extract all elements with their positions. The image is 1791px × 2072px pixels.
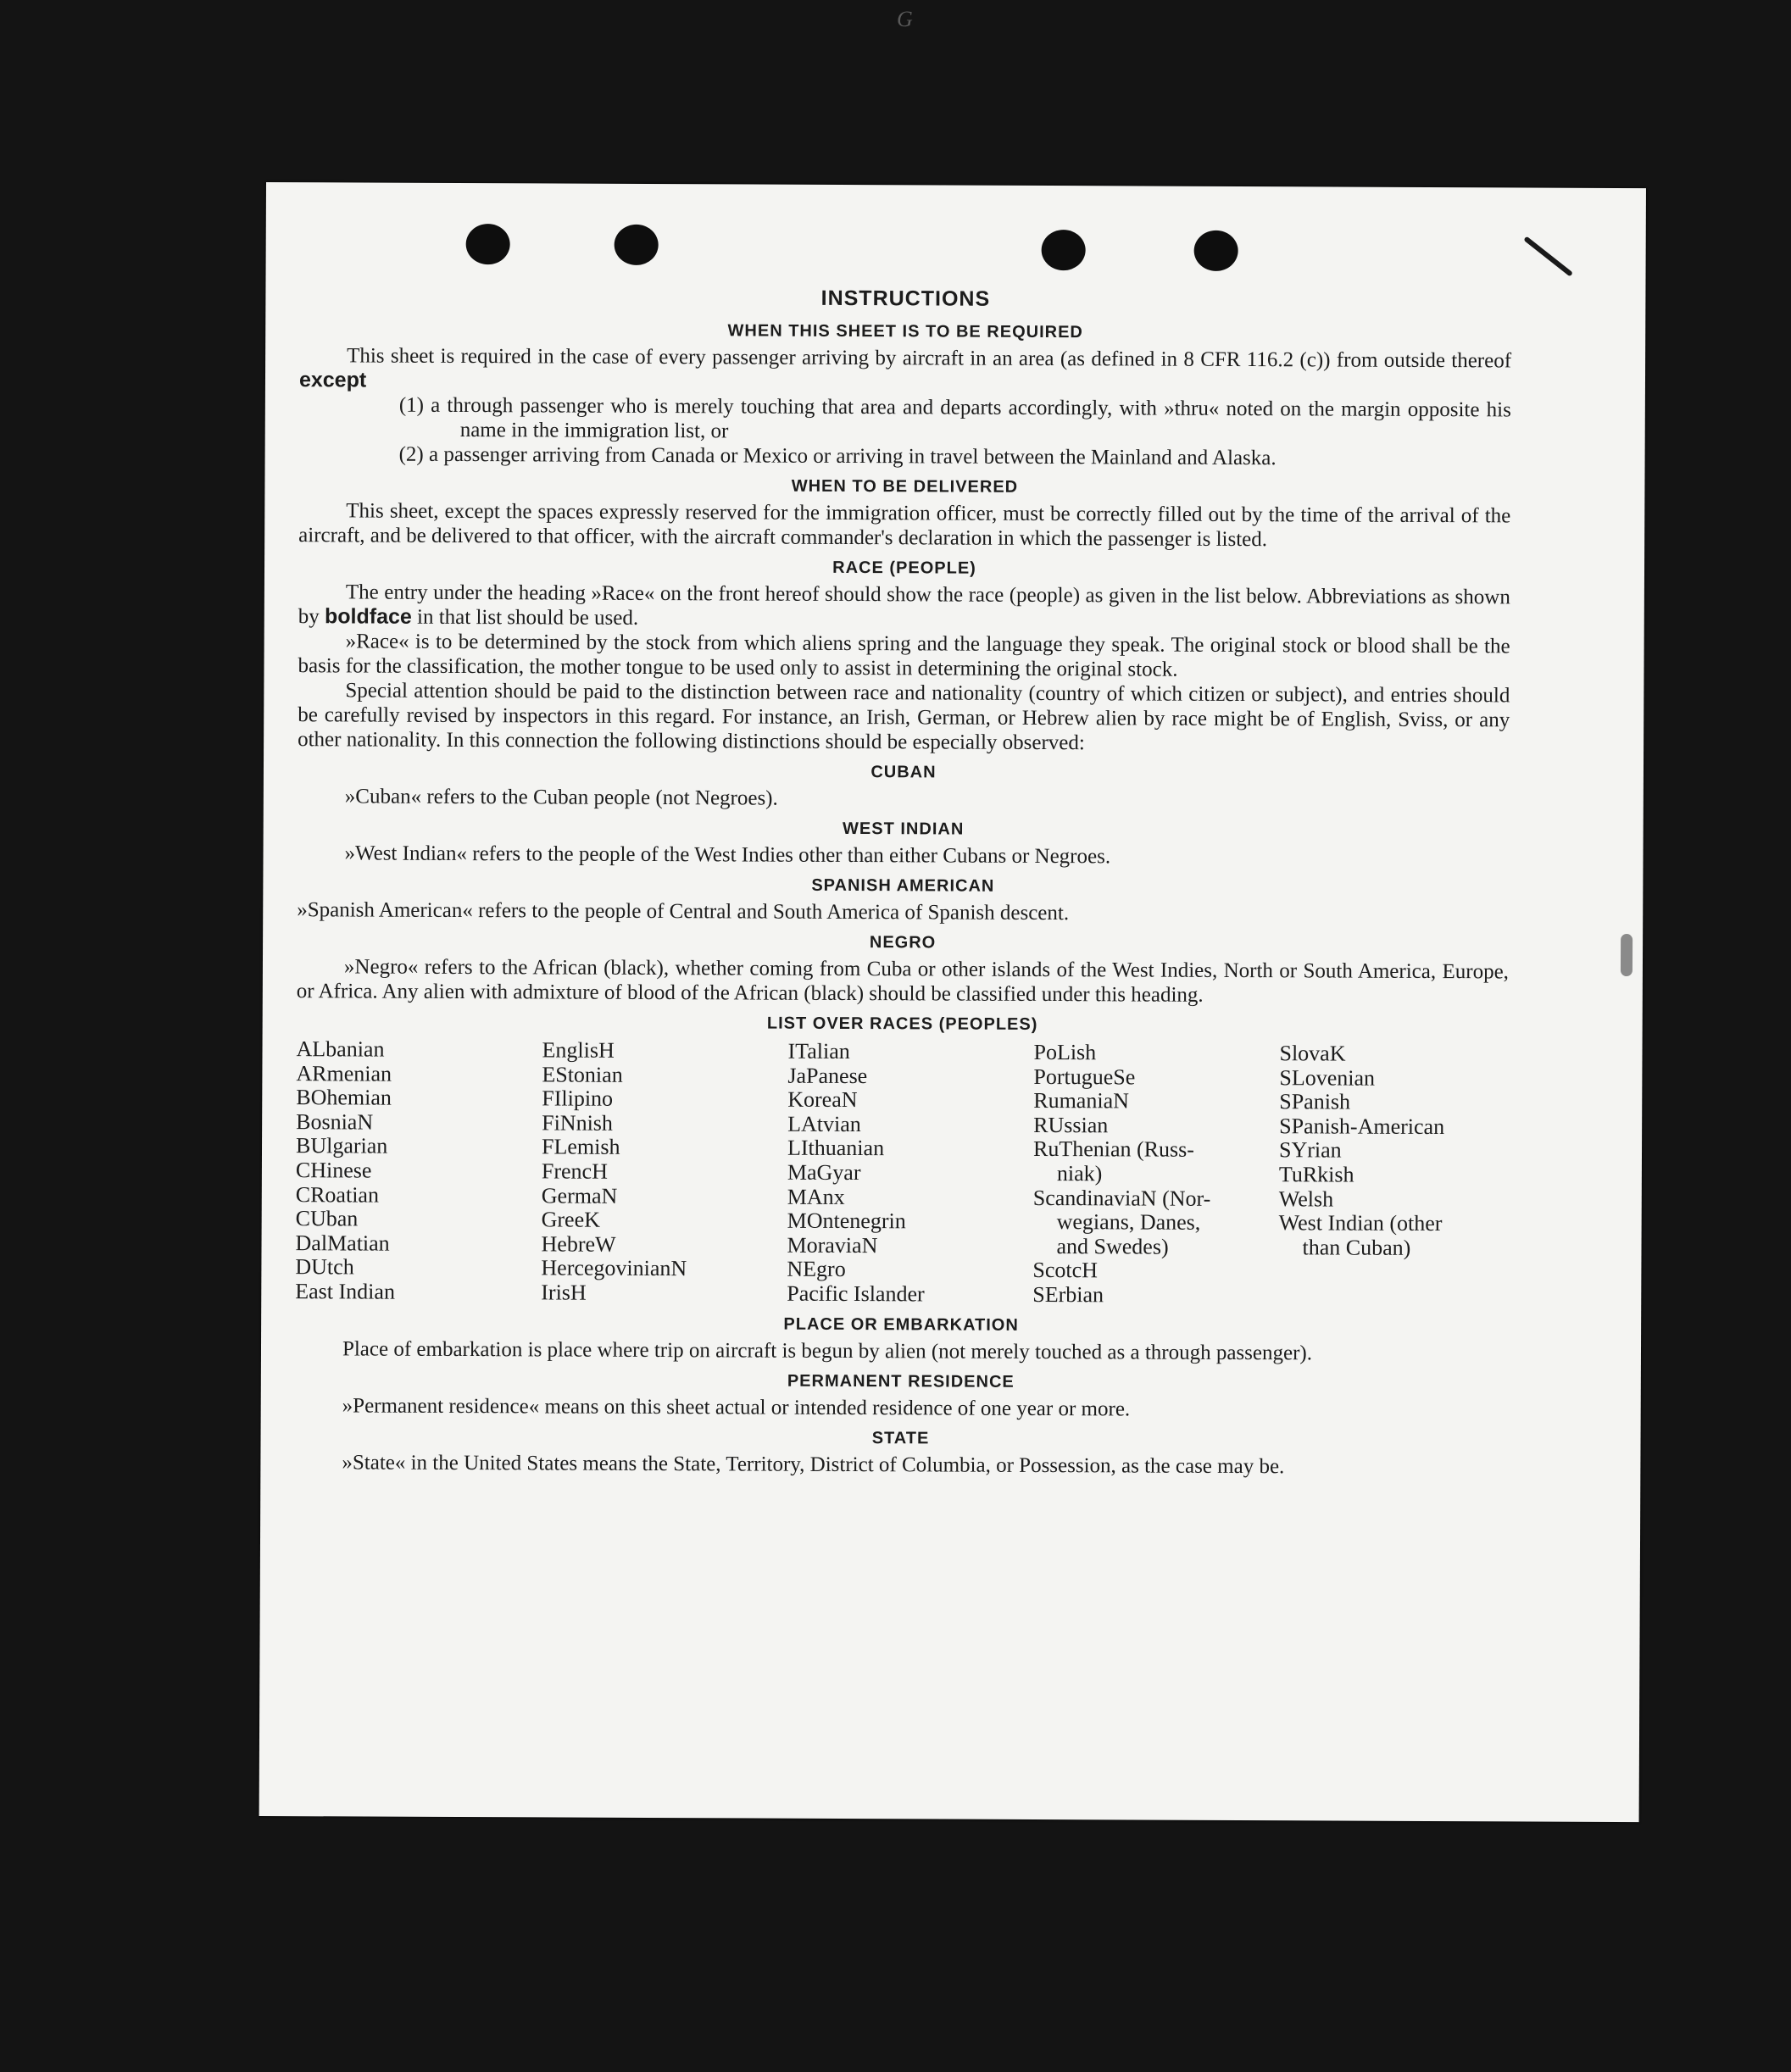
race-entry: MoraviaN	[787, 1232, 878, 1258]
race-entry: SLovenian	[1279, 1064, 1376, 1091]
section-heading-required: WHEN THIS SHEET IS TO BE REQUIRED	[727, 321, 1083, 342]
punch-hole	[1194, 231, 1238, 271]
race-entry: West Indian (other	[1278, 1210, 1443, 1236]
race-paragraph-3: Special attention should be paid to the distinction between race and nationality (country of which citizen or subject), and entries should be carefully revised by inspectors in this regard. For instance, an Irish, German, or Hebrew alien by race might be of English, Sviss, or any other nationality. In this connection the following distinctions should be especially observed:	[298, 679, 1510, 755]
race-paragraph-1	[298, 580, 1510, 634]
section-heading-delivered: WHEN TO BE DELIVERED	[791, 476, 1019, 497]
race-entry: SErbian	[1032, 1281, 1104, 1308]
punch-hole	[1042, 230, 1086, 270]
race-entry: RUssian	[1033, 1112, 1109, 1138]
race-entry: GermaN	[541, 1182, 618, 1208]
race-p1-text: The entry under the heading »Race« on the front hereof should show the race (people) as given in the list below. Abbreviations as shown by	[298, 580, 1510, 629]
race-entry: DalMatian	[295, 1230, 390, 1256]
race-entry: PortugueSe	[1033, 1064, 1136, 1090]
race-entry: ScandinaviaN (Nor-	[1032, 1185, 1211, 1211]
required-item-2: (2) a passenger arriving from Canada or Mexico or arriving in travel between the Mainland and Alaska.	[398, 442, 1277, 470]
race-entry: CHinese	[295, 1158, 372, 1183]
races-list	[295, 1037, 1508, 1309]
required-intro-bold: except	[298, 368, 367, 392]
race-p1-bold: boldface	[324, 604, 412, 629]
instructions-body	[294, 281, 1511, 1480]
required-item-1: (1) a through passenger who is merely touching that area and departs accordingly, with »thru« noted on the margin opposite his name in the immigration list, or	[398, 393, 1511, 443]
delivered-text: This sheet, except the spaces expressly reserved for the immigration officer, must be correctly filled out by the time of the arrival of the aircraft, and be delivered to that officer, with the aircraft commander's declaration in which the passenger is listed.	[298, 499, 1511, 552]
race-entry-continued: than Cuban)	[1302, 1235, 1411, 1260]
section-heading-state: STATE	[871, 1428, 930, 1447]
race-entry: TuRkish	[1278, 1162, 1354, 1187]
section-heading-spanish-american: SPANISH AMERICAN	[811, 875, 995, 896]
race-entry: NEgro	[787, 1257, 846, 1282]
cuban-text: »Cuban« refers to the Cuban people (not Negroes).	[344, 785, 778, 810]
race-entry-continued: and Swedes)	[1056, 1233, 1169, 1259]
race-entry-continued: wegians, Danes,	[1056, 1209, 1201, 1235]
race-entry: RumaniaN	[1033, 1088, 1129, 1114]
races-column-1	[295, 1037, 542, 1305]
race-entry: MAnx	[787, 1184, 845, 1209]
race-entry: BUlgarian	[295, 1133, 388, 1159]
required-intro	[299, 343, 1511, 397]
race-entry: East Indian	[295, 1279, 396, 1304]
race-entry: SPanish-American	[1279, 1114, 1445, 1139]
race-entry: FIlipino	[542, 1086, 614, 1111]
races-column-5	[1278, 1042, 1525, 1309]
state-text: »State« in the United States means the State, Territory, District of Columbia, or Possession, as the case may be.	[342, 1450, 1285, 1478]
race-entry: SPanish	[1279, 1089, 1351, 1114]
race-entry: FiNnish	[542, 1110, 614, 1136]
page-title: INSTRUCTIONS	[820, 286, 991, 311]
race-entry: HercegovinianN	[541, 1255, 687, 1281]
race-entry: BOhemian	[296, 1085, 392, 1110]
race-entry-continued: niak)	[1056, 1161, 1103, 1186]
races-column-2	[541, 1038, 787, 1306]
scratch-mark	[1523, 236, 1573, 277]
races-column-3	[787, 1040, 1033, 1308]
race-entry: BosniaN	[296, 1108, 374, 1135]
race-entry: MaGyar	[787, 1159, 861, 1186]
race-entry: PoLish	[1033, 1039, 1097, 1065]
edge-blemish	[1621, 934, 1632, 976]
race-entry: ARmenian	[296, 1060, 392, 1086]
race-entry: KoreaN	[787, 1086, 858, 1113]
race-entry: EStonian	[542, 1062, 623, 1087]
race-entry: GreeK	[541, 1207, 601, 1232]
race-entry: MOntenegrin	[787, 1208, 906, 1234]
film-frame-mark: G	[897, 7, 913, 31]
races-column-4	[1032, 1041, 1279, 1308]
punch-hole	[615, 225, 659, 265]
section-heading-embarkation: PLACE OR EMBARKATION	[783, 1314, 1019, 1335]
punch-hole	[466, 224, 510, 264]
race-entry: ScotcH	[1032, 1258, 1099, 1283]
race-entry: JaPanese	[787, 1063, 868, 1088]
race-entry: RuThenian (Russ-	[1032, 1136, 1195, 1163]
race-entry: CUban	[295, 1206, 359, 1231]
race-entry: SYrian	[1278, 1137, 1342, 1163]
race-entry: CRoatian	[295, 1181, 380, 1208]
race-entry: SlovaK	[1279, 1041, 1346, 1066]
race-entry: LIthuanian	[787, 1136, 885, 1161]
race-entry: HebreW	[541, 1231, 616, 1257]
section-heading-race: RACE (PEOPLE)	[832, 558, 976, 578]
required-intro-text: This sheet is required in the case of every passenger arriving by aircraft in an area (as defined in 8 CFR 116.2 (c)) from outside thereof	[347, 344, 1512, 373]
race-entry: EnglisH	[542, 1037, 615, 1063]
section-heading-cuban: CUBAN	[870, 763, 937, 782]
race-entry: Welsh	[1278, 1186, 1334, 1212]
race-entry: Pacific Islander	[787, 1280, 925, 1307]
negro-text: »Negro« refers to the African (black), whether coming from Cuba or other islands of the West Indies, North or South America, Europe, or Africa. Any alien with admixture of blood of the African (black) should be classified under this heading.	[296, 955, 1510, 1007]
embarkation-text: Place of embarkation is place where trip on aircraft is begun by alien (not merely touched as a through passenger).	[342, 1336, 1313, 1364]
residence-text: »Permanent residence« means on this sheet actual or intended residence of one year or more.	[342, 1393, 1131, 1420]
section-heading-residence: PERMANENT RESIDENCE	[787, 1371, 1015, 1392]
race-entry: FrencH	[541, 1158, 608, 1184]
race-entry: ALbanian	[296, 1036, 385, 1062]
race-entry: IrisH	[541, 1280, 587, 1305]
race-p1-end: in that list should be used.	[411, 605, 639, 630]
section-heading-negro: NEGRO	[869, 933, 937, 953]
instruction-sheet	[259, 182, 1646, 1822]
race-paragraph-2: »Race« is to be determined by the stock from which aliens spring and the language they speak. The original stock or blood shall be the basis for the classification, the mother tongue to be used only to assist in determining the original stock.	[298, 630, 1510, 681]
race-entry: ITalian	[787, 1038, 850, 1064]
section-heading-west-indian: WEST INDIAN	[843, 819, 965, 839]
race-entry: LAtvian	[787, 1111, 861, 1136]
section-heading-races-list: LIST OVER RACES (PEOPLES)	[766, 1014, 1038, 1034]
race-entry: FLemish	[541, 1134, 620, 1160]
west-indian-text: »West Indian« refers to the people of the West Indies other than either Cubans or Negroes.	[344, 842, 1111, 869]
spanish-american-text: »Spanish American« refers to the people of Central and South America of Spanish descent.	[297, 898, 1070, 925]
race-entry: DUtch	[295, 1254, 354, 1280]
